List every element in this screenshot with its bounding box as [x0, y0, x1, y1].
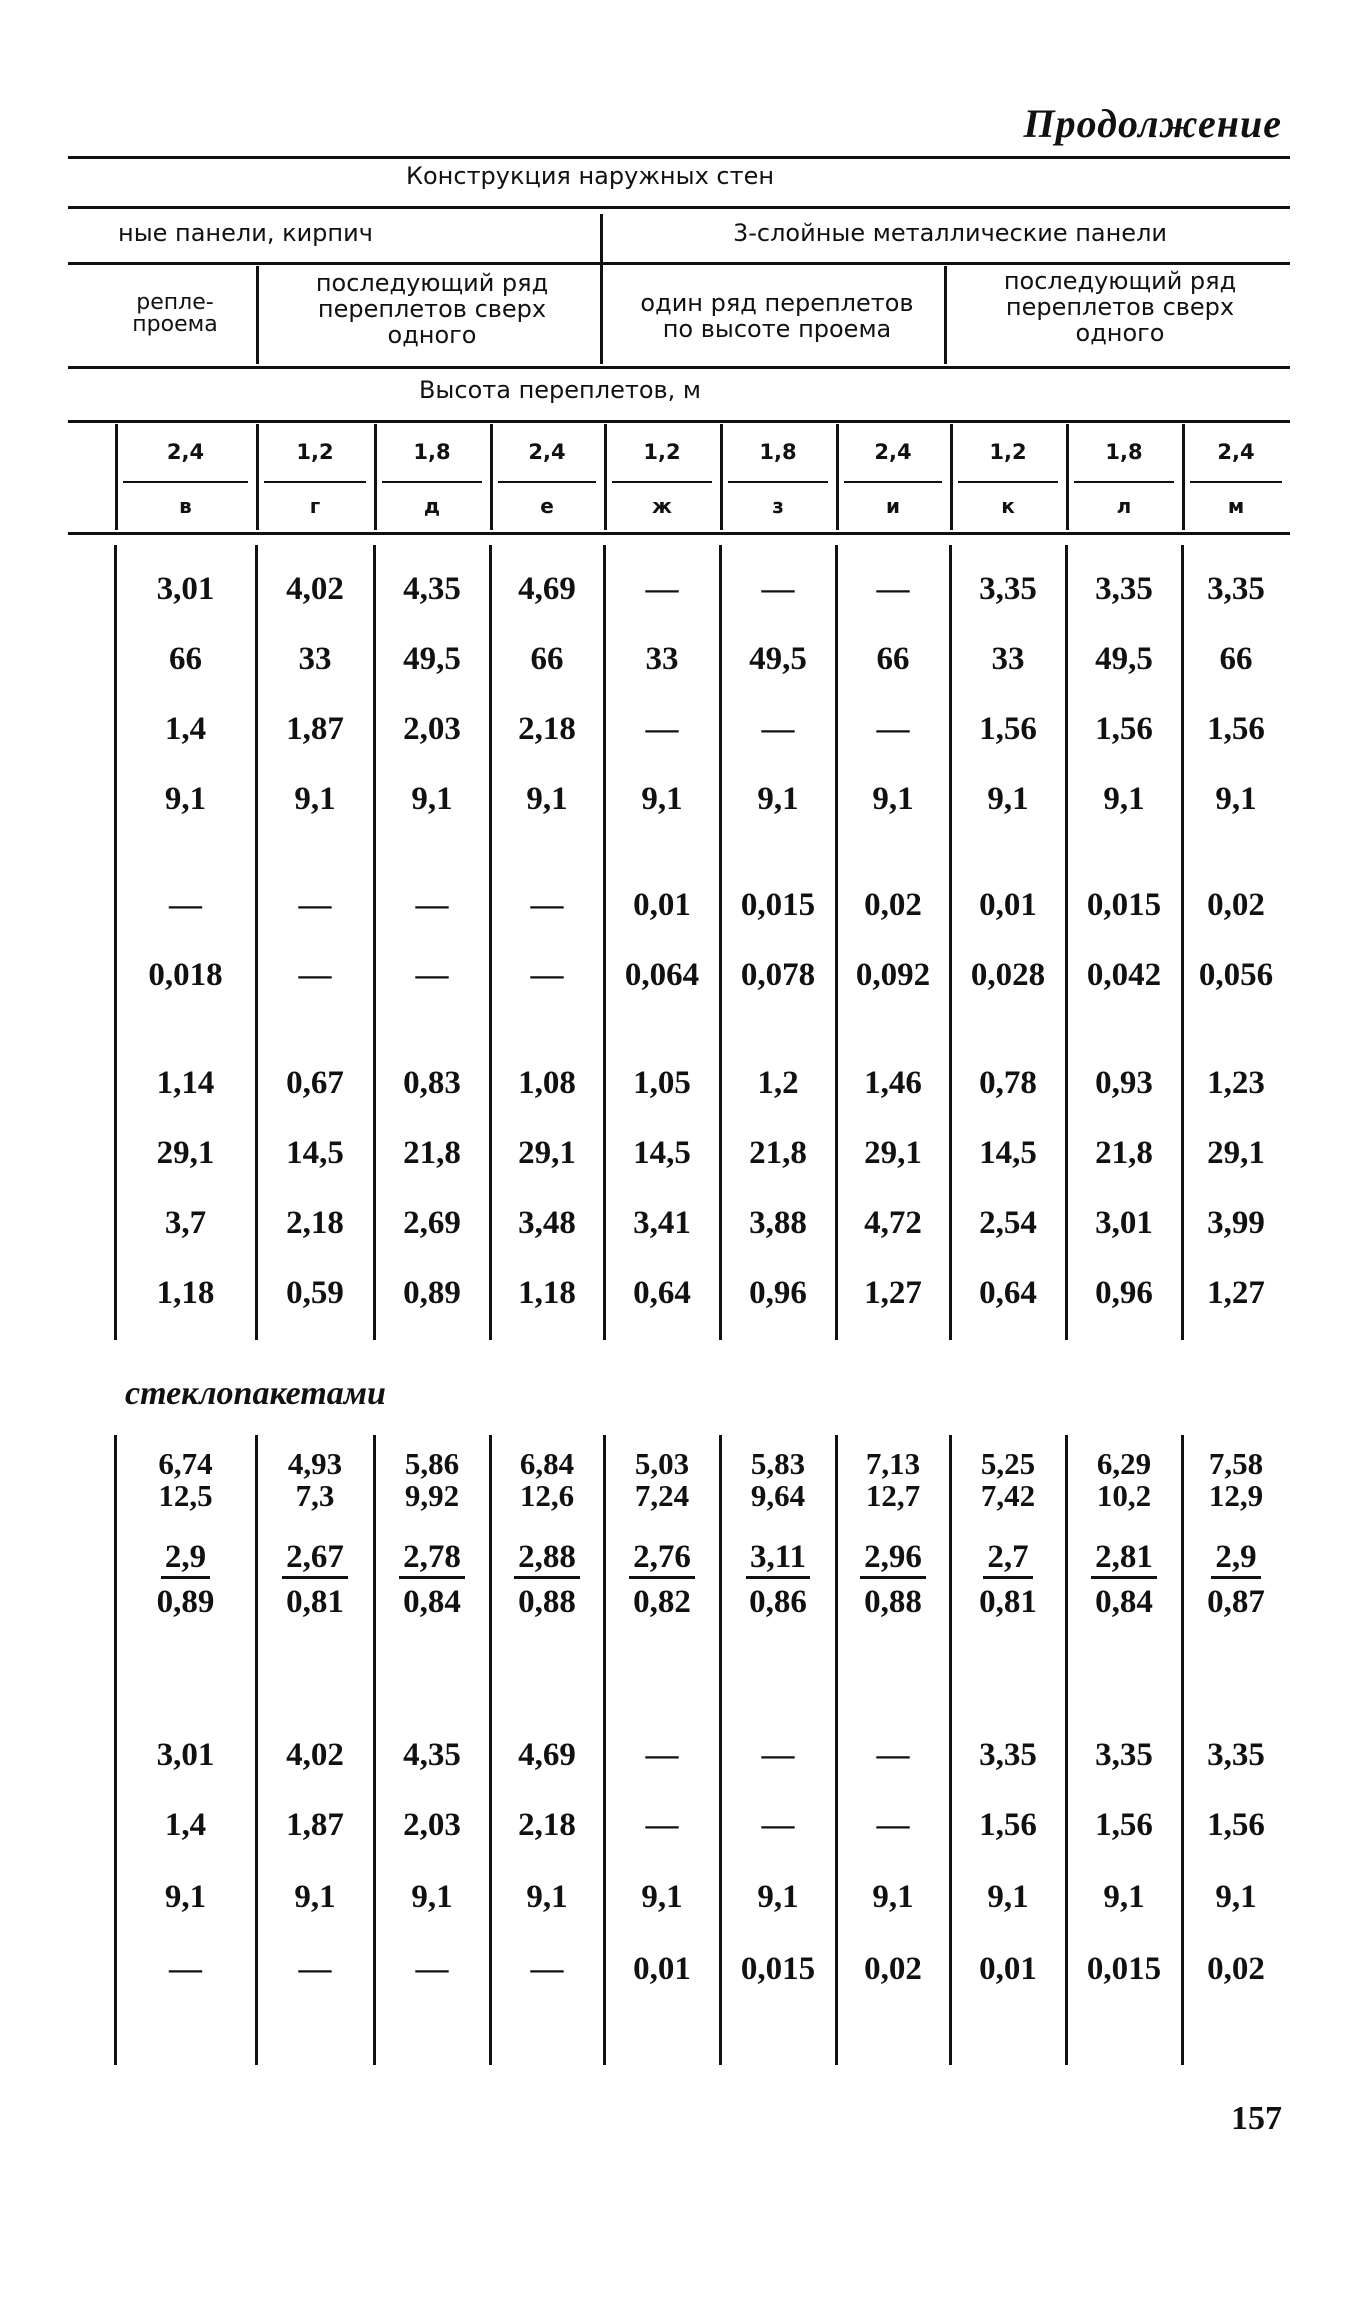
header-rule-top — [68, 156, 1290, 159]
table-cell: 0,67 — [286, 1065, 344, 1101]
subheader-1 — [100, 292, 250, 336]
column-height-value: 1,2 — [643, 440, 681, 464]
table-cell: 66 — [1219, 641, 1253, 677]
table-cell-pair — [604, 1448, 720, 1512]
table-cell: 0,89 — [403, 1275, 461, 1311]
fraction-numerator: 2,81 — [1091, 1540, 1157, 1579]
table-cell-fraction — [490, 1540, 604, 1619]
table-cell: 0,064 — [624, 957, 700, 993]
table-cell: 66 — [530, 641, 564, 677]
subheader-4-line2: переплетов сверх — [1005, 293, 1235, 321]
pair-top: 6,74 — [158, 1446, 213, 1481]
table-cell: 1,56 — [1207, 711, 1265, 747]
table-cell: 0,042 — [1086, 957, 1162, 993]
table-cell: 33 — [298, 641, 332, 677]
subheader-2 — [262, 270, 602, 348]
table-cell: 2,69 — [403, 1205, 461, 1241]
group-right-header: 3-слойные металлические панели — [732, 219, 1168, 247]
table-cell: 33 — [645, 641, 679, 677]
table-cell: 0,01 — [633, 1951, 691, 1987]
table-cell: 0,078 — [740, 957, 816, 993]
table-cell: 3,35 — [979, 1737, 1037, 1773]
table-cell: 9,1 — [164, 781, 207, 817]
column-letter: е — [540, 494, 554, 518]
pair-bottom: 7,42 — [980, 1478, 1036, 1513]
subheader-4-line3: одного — [1075, 319, 1165, 347]
table-cell: 9,1 — [526, 1879, 568, 1915]
table-cell: 1,87 — [286, 1807, 344, 1843]
table-cell: 9,1 — [872, 1879, 914, 1915]
column-height-value: 2,4 — [1217, 440, 1255, 464]
table-cell: — — [876, 711, 910, 747]
column-header-divider — [836, 424, 839, 530]
pair-top: 5,03 — [634, 1446, 690, 1481]
table-cell: 9,1 — [641, 781, 683, 817]
table-cell: — — [645, 1737, 679, 1773]
table-cell: — — [530, 1951, 564, 1987]
column-height-value: 1,2 — [296, 440, 334, 464]
table-cell-pair — [720, 1448, 836, 1512]
table-cell: 33 — [991, 641, 1025, 677]
subheader-2-line3: одного — [387, 321, 477, 349]
table-cell: — — [169, 1951, 202, 1987]
table-cell: 4,69 — [518, 571, 576, 607]
table-cell: 3,88 — [749, 1205, 807, 1241]
column-letter: л — [1116, 494, 1132, 518]
column-header-underline — [958, 481, 1058, 483]
column-header-underline — [1190, 481, 1282, 483]
pair-bottom: 12,6 — [519, 1478, 575, 1513]
table-cell: 9,1 — [1215, 781, 1257, 817]
table-cell-fraction — [604, 1540, 720, 1619]
table-cell: — — [876, 571, 910, 607]
table-cell-pair — [256, 1448, 374, 1512]
table-cell: 9,1 — [411, 781, 453, 817]
table-cell: 2,03 — [403, 711, 461, 747]
table-cell: 9,1 — [641, 1879, 683, 1915]
column-height-value: 2,4 — [166, 440, 205, 464]
column-header-underline — [123, 481, 248, 483]
page-number: 157 — [1231, 2100, 1282, 2137]
column-letter: д — [423, 494, 441, 518]
table-cell: 21,8 — [403, 1135, 461, 1171]
fraction-denominator: 0,88 — [864, 1584, 922, 1620]
table-cell: 66 — [876, 641, 910, 677]
table-cell: 4,69 — [518, 1737, 576, 1773]
table-cell: 1,46 — [864, 1065, 922, 1101]
fraction-denominator: 0,87 — [1207, 1584, 1265, 1620]
table-cell: 3,01 — [156, 571, 215, 607]
table-cell: 1,56 — [979, 1807, 1037, 1843]
table-cell: 29,1 — [864, 1135, 922, 1171]
table-cell: 0,015 — [740, 1951, 816, 1987]
column-letter: з — [772, 494, 784, 518]
column-header-underline — [728, 481, 828, 483]
table-cell-fraction — [115, 1540, 256, 1619]
column-letter: и — [885, 494, 900, 518]
subheader-1-line2: проема — [132, 312, 218, 337]
table-cell-fraction — [256, 1540, 374, 1619]
fraction-numerator: 2,96 — [860, 1540, 926, 1579]
subheader-2-line2: переплетов сверх — [317, 295, 547, 323]
table-cell-pair — [1066, 1448, 1182, 1512]
column-header-divider — [490, 424, 493, 530]
table-cell: 0,01 — [979, 1951, 1037, 1987]
pair-top: 4,93 — [287, 1446, 343, 1481]
table-cell: 4,35 — [403, 571, 461, 607]
fraction-denominator: 0,81 — [286, 1584, 344, 1620]
section-label-glass-units: стеклопакетами — [125, 1375, 386, 1412]
column-header-divider — [256, 424, 259, 530]
table-cell: 0,64 — [979, 1275, 1037, 1311]
table-cell: 2,03 — [403, 1807, 461, 1843]
table-cell: 14,5 — [633, 1135, 691, 1171]
table-cell: 1,56 — [979, 711, 1037, 747]
table-cell: — — [761, 1737, 795, 1773]
table-cell-fraction — [1066, 1540, 1182, 1619]
table-cell: 0,056 — [1198, 957, 1274, 993]
pair-top: 5,83 — [750, 1446, 806, 1481]
column-letter: в — [179, 494, 192, 518]
column-height-value: 2,4 — [528, 440, 566, 464]
table-cell: 1,14 — [156, 1065, 215, 1101]
table-cell: 49,5 — [1095, 641, 1153, 677]
table-cell: 3,35 — [1095, 571, 1153, 607]
table-cell: 14,5 — [979, 1135, 1037, 1171]
pair-top: 7,13 — [865, 1446, 921, 1481]
table-cell-pair — [950, 1448, 1066, 1512]
table-cell-pair — [115, 1448, 256, 1512]
table-cell: 1,27 — [864, 1275, 922, 1311]
table-cell: — — [415, 887, 449, 923]
table-cell: 0,64 — [633, 1275, 691, 1311]
table-cell-fraction — [374, 1540, 490, 1619]
subheader-3-line2: по высоте проема — [662, 315, 892, 343]
table-cell: — — [298, 887, 332, 923]
table-cell-pair — [374, 1448, 490, 1512]
table-cell: 0,83 — [403, 1065, 461, 1101]
table-cell: 9,1 — [987, 1879, 1029, 1915]
table-cell: 3,01 — [156, 1737, 215, 1773]
table-cell: 0,78 — [979, 1065, 1037, 1101]
table-cell: 9,1 — [411, 1879, 453, 1915]
table-cell: 66 — [169, 641, 202, 677]
table-cell: 9,1 — [757, 781, 799, 817]
column-header-underline — [844, 481, 942, 483]
table-cell: 29,1 — [518, 1135, 576, 1171]
fraction-numerator: 2,7 — [983, 1540, 1032, 1579]
table-cell: — — [415, 1951, 449, 1987]
table-cell-fraction — [1182, 1540, 1290, 1619]
table-cell: 3,7 — [164, 1205, 207, 1241]
table-cell: 14,5 — [286, 1135, 344, 1171]
table-cell: 0,015 — [1086, 887, 1162, 923]
fraction-denominator: 0,88 — [518, 1584, 576, 1620]
table-cell: 0,59 — [286, 1275, 344, 1311]
table-cell: 21,8 — [749, 1135, 807, 1171]
table-cell: 1,23 — [1207, 1065, 1265, 1101]
fraction-numerator: 2,67 — [282, 1540, 348, 1579]
table-cell: 3,99 — [1207, 1205, 1265, 1241]
pair-bottom: 7,24 — [634, 1478, 690, 1513]
table-cell-pair — [490, 1448, 604, 1512]
fraction-denominator: 0,81 — [979, 1584, 1037, 1620]
table-cell: 1,56 — [1207, 1807, 1265, 1843]
table-cell: — — [645, 1807, 679, 1843]
subheader-4-line1: последующий ряд — [1003, 267, 1237, 295]
table-cell: 9,1 — [294, 1879, 336, 1915]
fraction-denominator: 0,84 — [1095, 1584, 1153, 1620]
subheader-4 — [950, 268, 1290, 346]
table-cell: 1,4 — [164, 711, 207, 747]
table-cell: 0,02 — [864, 1951, 922, 1987]
fraction-denominator: 0,84 — [403, 1584, 461, 1620]
group-left-header: ные панели, кирпич — [118, 219, 373, 247]
table-cell: 9,1 — [294, 781, 336, 817]
table-cell: — — [415, 957, 449, 993]
table-cell-pair — [1182, 1448, 1290, 1512]
table-cell: 3,01 — [1095, 1205, 1153, 1241]
column-header-divider — [950, 424, 953, 530]
pair-top: 7,58 — [1208, 1446, 1264, 1481]
column-header-divider — [374, 424, 377, 530]
table-cell: 9,1 — [1103, 781, 1145, 817]
table-cell: 2,54 — [979, 1205, 1037, 1241]
column-letter: ж — [652, 494, 672, 518]
table-cell: 0,93 — [1095, 1065, 1153, 1101]
table-cell: — — [645, 711, 679, 747]
column-header-divider — [1182, 424, 1185, 530]
table-cell: — — [645, 571, 679, 607]
table-cell: 3,35 — [979, 571, 1037, 607]
table-cell: 3,35 — [1207, 1737, 1265, 1773]
header-rule-4 — [68, 366, 1290, 369]
fraction-numerator: 2,88 — [514, 1540, 580, 1579]
fraction-denominator: 0,89 — [156, 1584, 215, 1620]
column-letter: г — [309, 494, 321, 518]
table-cell: 49,5 — [749, 641, 807, 677]
table-cell: 0,028 — [970, 957, 1046, 993]
pair-top: 5,25 — [980, 1446, 1036, 1481]
table-cell: 9,1 — [164, 1879, 207, 1915]
table-cell: 49,5 — [403, 641, 461, 677]
table-cell: 3,35 — [1095, 1737, 1153, 1773]
column-header-underline — [498, 481, 596, 483]
table-cell: — — [298, 957, 332, 993]
table-cell: 0,092 — [855, 957, 931, 993]
table-cell: 9,1 — [987, 781, 1029, 817]
table-cell-fraction — [720, 1540, 836, 1619]
table-cell: 9,1 — [526, 781, 568, 817]
table-cell: 9,1 — [757, 1879, 799, 1915]
fraction-denominator: 0,86 — [749, 1584, 807, 1620]
column-header-divider — [115, 424, 118, 530]
column-header-divider — [1066, 424, 1069, 530]
subheader-3 — [612, 290, 942, 342]
table-cell-fraction — [950, 1540, 1066, 1619]
table-cell: 1,08 — [518, 1065, 576, 1101]
table-cell: 3,35 — [1207, 571, 1265, 607]
column-height-value: 1,2 — [989, 440, 1027, 464]
table-cell: 3,41 — [633, 1205, 691, 1241]
pair-bottom: 12,5 — [158, 1478, 213, 1513]
subheader-3-line1: один ряд переплетов — [640, 289, 914, 317]
fraction-numerator: 2,76 — [629, 1540, 695, 1579]
fraction-denominator: 0,82 — [633, 1584, 691, 1620]
table-cell: 0,02 — [864, 887, 922, 923]
pair-bottom: 12,9 — [1208, 1478, 1264, 1513]
table-cell-fraction — [836, 1540, 950, 1619]
header-divider-left — [256, 266, 259, 364]
table-cell: 1,2 — [757, 1065, 799, 1101]
table-cell: 2,18 — [518, 711, 576, 747]
column-header-underline — [1074, 481, 1174, 483]
table-cell: 1,56 — [1095, 711, 1153, 747]
table-cell: 3,48 — [518, 1205, 576, 1241]
construction-header: Конструкция наружных стен — [405, 162, 775, 190]
table-cell: 0,018 — [148, 957, 223, 993]
table-cell: 1,56 — [1095, 1807, 1153, 1843]
pair-bottom: 12,7 — [865, 1478, 921, 1513]
table-cell: 9,1 — [1103, 1879, 1145, 1915]
table-cell: 1,27 — [1207, 1275, 1265, 1311]
header-divider-main — [600, 214, 603, 364]
table-cell: 2,18 — [518, 1807, 576, 1843]
fraction-numerator: 2,9 — [1211, 1540, 1260, 1579]
header-rule-2 — [68, 206, 1290, 209]
table-cell: 0,015 — [740, 887, 816, 923]
table-cell: 0,02 — [1207, 887, 1265, 923]
column-header-underline — [382, 481, 482, 483]
table-cell: 1,18 — [156, 1275, 215, 1311]
pair-bottom: 10,2 — [1096, 1478, 1152, 1513]
pair-bottom: 9,92 — [404, 1478, 460, 1513]
table-cell: 4,02 — [286, 571, 344, 607]
pair-top: 5,86 — [404, 1446, 460, 1481]
table-cell: — — [530, 887, 564, 923]
fraction-numerator: 3,11 — [746, 1540, 810, 1579]
header-divider-right — [944, 266, 947, 364]
table-cell: — — [761, 571, 795, 607]
table-cell: 1,18 — [518, 1275, 576, 1311]
table-cell: 0,02 — [1207, 1951, 1265, 1987]
table-cell: 4,35 — [403, 1737, 461, 1773]
pair-top: 6,29 — [1096, 1446, 1152, 1481]
header-rule-bottom — [68, 532, 1290, 535]
table-cell: 1,4 — [164, 1807, 207, 1843]
column-height-value: 1,8 — [759, 440, 797, 464]
table-cell: 21,8 — [1095, 1135, 1153, 1171]
table-cell: 1,87 — [286, 711, 344, 747]
table-cell-pair — [836, 1448, 950, 1512]
subheader-2-line1: последующий ряд — [315, 269, 549, 297]
column-letter: м — [1227, 494, 1245, 518]
table-cell: 2,18 — [286, 1205, 344, 1241]
pair-top: 6,84 — [519, 1446, 575, 1481]
table-cell: — — [761, 1807, 795, 1843]
table-cell: 4,02 — [286, 1737, 344, 1773]
table-cell: 4,72 — [864, 1205, 922, 1241]
table-cell: — — [530, 957, 564, 993]
header-rule-5 — [68, 420, 1290, 423]
height-label: Высота переплетов, м — [418, 376, 702, 404]
subheader-1-line1: репле- — [136, 290, 214, 315]
table-cell: — — [761, 711, 795, 747]
column-height-value: 2,4 — [874, 440, 912, 464]
column-height-value: 1,8 — [413, 440, 451, 464]
table-cell: 0,01 — [979, 887, 1037, 923]
header-rule-3 — [68, 262, 1290, 265]
table-cell: 1,05 — [633, 1065, 691, 1101]
pair-bottom: 7,3 — [295, 1478, 335, 1513]
table-cell: 0,01 — [633, 887, 691, 923]
table-cell: — — [876, 1737, 910, 1773]
fraction-numerator: 2,78 — [399, 1540, 465, 1579]
column-height-value: 1,8 — [1105, 440, 1143, 464]
table-cell: 0,96 — [749, 1275, 807, 1311]
column-header-underline — [612, 481, 712, 483]
column-header-divider — [604, 424, 607, 530]
pair-bottom: 9,64 — [750, 1478, 806, 1513]
table-cell: 9,1 — [1215, 1879, 1257, 1915]
table-cell: 0,96 — [1095, 1275, 1153, 1311]
column-letter: к — [1001, 494, 1015, 518]
column-header-underline — [264, 481, 366, 483]
fraction-numerator: 2,9 — [161, 1540, 210, 1579]
table-cell: 29,1 — [1207, 1135, 1265, 1171]
column-header-divider — [720, 424, 723, 530]
table-cell: 29,1 — [156, 1135, 215, 1171]
table-cell: — — [169, 887, 202, 923]
table-cell: — — [876, 1807, 910, 1843]
continuation-title: Продолжение — [1023, 101, 1282, 146]
table-cell: — — [298, 1951, 332, 1987]
table-cell: 0,015 — [1086, 1951, 1162, 1987]
table-cell: 9,1 — [872, 781, 914, 817]
